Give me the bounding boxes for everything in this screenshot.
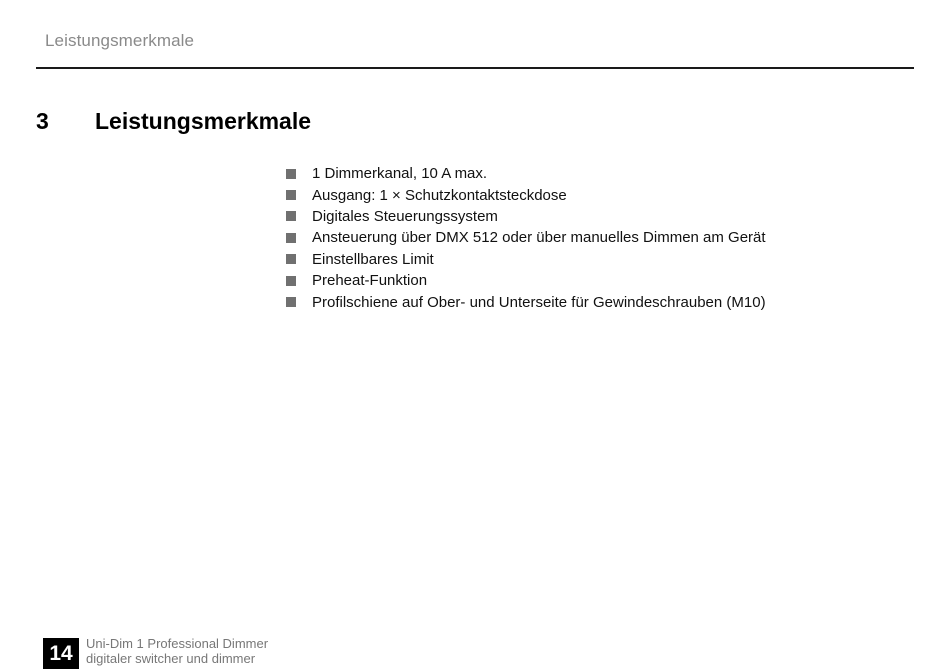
header-divider (36, 67, 914, 69)
list-item-text: Ansteuerung über DMX 512 oder über manuelles Dimmen am Gerät (312, 229, 766, 247)
square-bullet-icon (286, 276, 296, 286)
list-item (286, 163, 766, 184)
footer-text (86, 636, 268, 666)
feature-list (286, 163, 766, 313)
list-item-text: Digitales Steuerungssystem (312, 207, 498, 225)
section-heading (36, 108, 311, 135)
list-item-text: Profilschiene auf Ober- und Unterseite für Gewindeschrauben (M10) (312, 293, 766, 311)
list-item-text: 1 Dimmerkanal, 10 A max. (312, 165, 488, 183)
running-header: Leistungsmerkmale (45, 31, 195, 50)
square-bullet-icon (286, 190, 296, 200)
list-item (286, 227, 766, 248)
page-number: 14 (43, 638, 79, 669)
list-item (286, 270, 766, 291)
square-bullet-icon (286, 169, 296, 179)
list-item (286, 184, 766, 205)
footer-product-subline: digitaler switcher und dimmer (86, 651, 256, 666)
square-bullet-icon (286, 254, 296, 264)
list-item (286, 249, 766, 270)
square-bullet-icon (286, 233, 296, 243)
list-item (286, 291, 766, 312)
section-title: Leistungsmerkmale (95, 108, 312, 134)
square-bullet-icon (286, 211, 296, 221)
list-item (286, 206, 766, 227)
section-number: 3 (36, 108, 49, 134)
list-item-text: Ausgang: 1 × Schutzkontaktsteckdose (312, 186, 567, 204)
list-item-text: Einstellbares Limit (312, 250, 434, 268)
page-footer (43, 636, 268, 669)
list-item-text: Preheat-Funktion (312, 272, 428, 290)
footer-product-line: Uni-Dim 1 Professional Dimmer (86, 636, 269, 651)
square-bullet-icon (286, 297, 296, 307)
